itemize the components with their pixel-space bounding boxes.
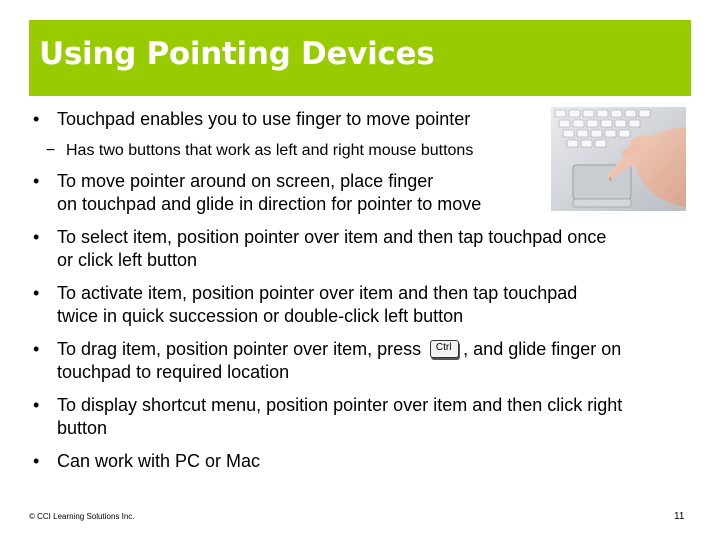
sub-bullet-text: Has two buttons that work as left and right mouse buttons bbox=[66, 142, 474, 159]
ctrl-key-label: Ctrl bbox=[435, 342, 452, 353]
page-number: 11 bbox=[674, 511, 685, 522]
bullet-text-line-1: To display shortcut menu, position pointer over item and then click right bbox=[57, 395, 623, 415]
ctrl-key-icon bbox=[428, 339, 461, 359]
bullet-symbol: • bbox=[33, 109, 40, 129]
bullet-text-line-2: button bbox=[57, 418, 108, 438]
touchpad-photo bbox=[551, 107, 686, 211]
bullet-symbol: • bbox=[33, 171, 40, 191]
dash-symbol: − bbox=[46, 142, 56, 159]
bullet-text-after-key: , and glide finger on bbox=[463, 339, 622, 359]
bullet-text-line-1: To activate item, position pointer over item and then tap touchpad bbox=[57, 283, 578, 303]
bullet-symbol: • bbox=[33, 451, 40, 471]
bullet-symbol: • bbox=[33, 227, 40, 247]
bullet-text-line-2: twice in quick succession or double-click left button bbox=[57, 306, 464, 326]
bullet-symbol: • bbox=[33, 395, 40, 415]
bullet-text-line-1: To move pointer around on screen, place finger bbox=[57, 171, 434, 191]
bullet-text-line-1 bbox=[57, 338, 621, 361]
bullet-text-line-1: To select item, position pointer over item and then tap touchpad once bbox=[57, 227, 607, 247]
bullet-symbol: • bbox=[33, 339, 40, 359]
bullet-text: Can work with PC or Mac bbox=[57, 451, 261, 471]
bullet-text: Touchpad enables you to use finger to move pointer bbox=[57, 109, 471, 129]
bullet-text-line-2: touchpad to required location bbox=[57, 362, 290, 382]
bullet-text-line-2: on touchpad and glide in direction for pointer to move bbox=[57, 194, 482, 214]
copyright-footer: © CCI Learning Solutions Inc. bbox=[29, 512, 135, 521]
bullet-symbol: • bbox=[33, 283, 40, 303]
slide-title: Using Pointing Devices bbox=[39, 36, 435, 72]
hand-on-touchpad-image bbox=[551, 107, 686, 211]
sub-bullet-buttons bbox=[46, 141, 474, 161]
bullet-text-line-2: or click left button bbox=[57, 250, 198, 270]
bullet-text-before-key: To drag item, position pointer over item, press bbox=[57, 339, 427, 359]
